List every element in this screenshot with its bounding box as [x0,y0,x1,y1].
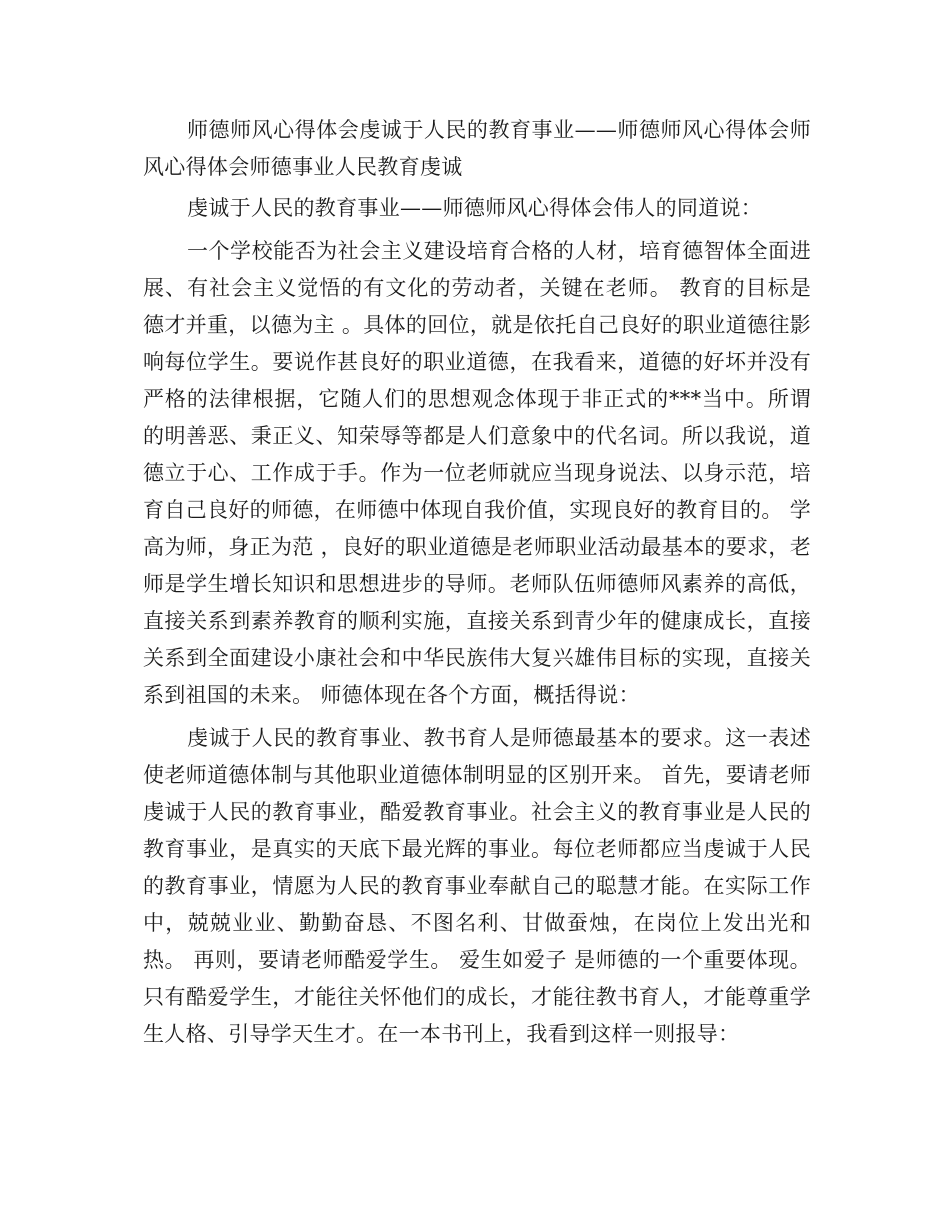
document-page [143,112,811,1059]
body-paragraph-2: 虔诚于人民的教育事业、教书育人是师德最基本的要求。这一表述使老师道德体制与其他职业道德体制明显的区别开来。 首先，要请老师虔诚于人民的教育事业，酷爱教育事业。社会主义的教育事业是人民的教育事业，是真实的天底下最光辉的事业。每位老师都应当虔诚于人民的教育事业，情愿为人民的教育事业奉献自己的聪慧才能。在实际工作中，兢兢业业、勤勤奋恳、不图名利、甘做蚕烛，在岗位上发出光和热。 再则，要请老师酷爱学生。 爱生如爱子 是师德的一个重要体现。只有酷爱学生，才能往关怀他们的成长，才能往教书育人，才能尊重学生人格、引导学天生才。在一本书刊上，我看到这样一则报导： [143,726,811,1046]
title-paragraph: 师德师风心得体会虔诚于人民的教育事业——师德师风心得体会师风心得体会师德事业人民教育虔诚 [143,118,811,179]
subtitle-paragraph: 虔诚于人民的教育事业——师德师风心得体会伟人的同道说： [187,196,763,220]
body-paragraph-1: 一个学校能否为社会主义建设培育合格的人材，培育德智体全面进展、有社会主义觉悟的有文化的劳动者，关键在老师。 教育的目标是 德才并重，以德为主 。具体的回位，就是依托自己良好的职业道德往影响每位学生。要说作甚良好的职业道德，在我看来，道德的好坏并没有严格的法律根据，它随人们的思想观念体现于非正式的***当中。所谓的明善恶、秉正义、知荣辱等都是人们意象中的代名词。所以我说，道德立于心、工作成于手。作为一位老师就应当现身说法、以身示范，培育自己良好的师德，在师德中体现自我价值，实现良好的教育目的。 学高为师，身正为范 ，良好的职业道德是老师职业活动最基本的要求，老师是学生增长知识和思想进步的导师。老师队伍师德师风素养的高低，直接关系到素养教育的顺利实施，直接关系到青少年的健康成长，直接关系到全面建设小康社会和中华民族伟大复兴雄伟目标的实现，直接关系到祖国的未来。 师德体现在各个方面，概括得说： [143,239,811,707]
